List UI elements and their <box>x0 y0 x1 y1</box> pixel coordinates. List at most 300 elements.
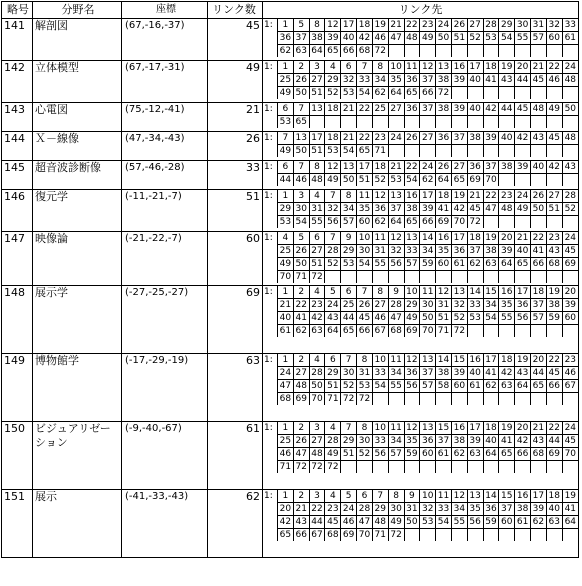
table-row <box>2 490 579 558</box>
link-cell: 54 <box>341 145 357 158</box>
link-cell: 48 <box>562 74 578 87</box>
link-cell: 29 <box>341 245 357 258</box>
link-cell: 52 <box>341 380 357 393</box>
link-cell <box>436 45 452 58</box>
link-cell: 72 <box>325 461 341 474</box>
table-row <box>2 190 579 232</box>
link-cell: 46 <box>293 174 309 187</box>
link-cell <box>562 174 578 187</box>
link-line <box>263 132 578 145</box>
link-cell <box>467 529 483 542</box>
link-cell: 69 <box>341 529 357 542</box>
link-cell: 13 <box>404 232 420 245</box>
link-cell <box>372 393 388 406</box>
link-cell: 40 <box>499 132 515 145</box>
link-cell <box>436 393 452 406</box>
link-cell: 33 <box>372 435 388 448</box>
link-cell: 25 <box>278 435 294 448</box>
link-cell: 40 <box>467 74 483 87</box>
link-cell: 12 <box>404 354 420 367</box>
link-cell: 59 <box>420 258 436 271</box>
link-table <box>1 1 579 558</box>
link-cell: 51 <box>309 258 325 271</box>
link-cell: 68 <box>325 529 341 542</box>
link-prefix <box>263 448 278 461</box>
link-cell: 31 <box>436 299 452 312</box>
link-cell: 27 <box>388 103 404 116</box>
link-cell: 23 <box>546 232 562 245</box>
link-prefix: 1: <box>264 491 273 501</box>
link-cell: 53 <box>325 145 341 158</box>
link-prefix <box>263 271 278 284</box>
link-cell: 13 <box>420 422 436 435</box>
row-name: 博物館学 <box>33 354 122 422</box>
link-grid <box>263 354 578 405</box>
link-cell: 36 <box>483 503 499 516</box>
link-cell: 6 <box>278 161 294 174</box>
link-cell: 19 <box>499 422 515 435</box>
row-links <box>263 103 579 132</box>
link-cell: 42 <box>546 161 562 174</box>
link-cell: 47 <box>388 32 404 45</box>
link-cell: 72 <box>309 461 325 474</box>
link-cell: 51 <box>546 203 562 216</box>
row-count: 62 <box>208 490 263 558</box>
link-cell <box>483 393 499 406</box>
link-cell <box>515 174 531 187</box>
link-cell: 44 <box>499 103 515 116</box>
link-prefix <box>263 174 278 187</box>
row-links <box>263 286 579 354</box>
link-cell: 16 <box>436 232 452 245</box>
link-cell: 66 <box>420 216 436 229</box>
link-cell: 35 <box>388 74 404 87</box>
link-cell: 53 <box>278 216 294 229</box>
link-cell: 48 <box>309 174 325 187</box>
link-cell: 47 <box>388 312 404 325</box>
link-cell: 7 <box>372 490 388 503</box>
link-cell: 18 <box>499 354 515 367</box>
row-coord: (47,-34,-43) <box>122 132 208 161</box>
link-cell: 41 <box>483 74 499 87</box>
row-name: 心電図 <box>33 103 122 132</box>
link-cell: 29 <box>499 19 515 32</box>
link-prefix: 1: <box>264 133 273 143</box>
link-cell: 12 <box>325 161 341 174</box>
link-cell: 45 <box>531 74 547 87</box>
link-prefix <box>263 203 278 216</box>
link-prefix <box>263 74 278 87</box>
row-name: 展示 <box>33 490 122 558</box>
link-cell: 23 <box>372 132 388 145</box>
row-links <box>263 19 579 61</box>
link-cell: 51 <box>309 87 325 100</box>
link-cell: 18 <box>436 190 452 203</box>
link-cell: 36 <box>278 32 294 45</box>
link-prefix <box>263 299 278 312</box>
link-cell: 23 <box>562 354 578 367</box>
link-cell: 8 <box>309 161 325 174</box>
link-line <box>263 258 578 271</box>
link-cell <box>562 216 578 229</box>
link-cell: 7 <box>357 286 373 299</box>
link-cell: 6 <box>278 103 294 116</box>
link-cell: 45 <box>562 245 578 258</box>
link-cell: 53 <box>483 32 499 45</box>
link-cell: 51 <box>357 174 373 187</box>
link-cell: 28 <box>562 190 578 203</box>
link-cell <box>420 45 436 58</box>
link-cell <box>515 529 531 542</box>
link-cell: 29 <box>278 203 294 216</box>
link-cell: 7 <box>293 161 309 174</box>
link-cell: 68 <box>546 258 562 271</box>
row-coord: (-41,-33,-43) <box>122 490 208 558</box>
link-cell: 49 <box>325 448 341 461</box>
row-count: 33 <box>208 161 263 190</box>
link-cell: 25 <box>278 74 294 87</box>
link-cell <box>499 45 515 58</box>
table-body <box>2 19 579 558</box>
link-cell: 43 <box>531 435 547 448</box>
link-prefix: 1: <box>264 191 273 201</box>
link-cell: 52 <box>325 258 341 271</box>
link-cell <box>483 529 499 542</box>
link-cell <box>436 271 452 284</box>
link-cell: 66 <box>515 448 531 461</box>
link-cell: 50 <box>562 103 578 116</box>
link-line <box>263 245 578 258</box>
link-prefix <box>263 145 278 158</box>
link-cell <box>515 325 531 338</box>
link-cell: 53 <box>341 87 357 100</box>
row-count: 49 <box>208 61 263 103</box>
link-line <box>263 503 578 516</box>
link-cell <box>499 461 515 474</box>
link-cell: 43 <box>562 161 578 174</box>
link-cell: 30 <box>293 203 309 216</box>
link-cell: 4 <box>309 286 325 299</box>
link-cell: 39 <box>531 503 547 516</box>
link-cell: 30 <box>357 245 373 258</box>
row-links <box>263 422 579 490</box>
link-cell <box>546 216 562 229</box>
link-cell <box>357 461 373 474</box>
link-cell: 30 <box>357 435 373 448</box>
link-cell: 37 <box>420 103 436 116</box>
link-cell: 15 <box>436 422 452 435</box>
link-cell: 18 <box>325 103 341 116</box>
link-cell: 45 <box>467 203 483 216</box>
link-cell: 24 <box>388 132 404 145</box>
link-cell <box>451 45 467 58</box>
link-cell: 49 <box>404 312 420 325</box>
link-cell <box>483 461 499 474</box>
link-cell: 33 <box>562 19 578 32</box>
link-cell <box>515 461 531 474</box>
link-cell: 24 <box>515 190 531 203</box>
link-cell: 18 <box>357 19 373 32</box>
link-cell: 67 <box>372 325 388 338</box>
link-cell: 27 <box>309 74 325 87</box>
link-cell <box>531 325 547 338</box>
link-cell: 45 <box>325 516 341 529</box>
row-name: 復元学 <box>33 190 122 232</box>
link-cell: 54 <box>372 380 388 393</box>
link-cell: 10 <box>357 232 373 245</box>
row-links <box>263 61 579 103</box>
link-cell <box>404 461 420 474</box>
link-prefix <box>263 258 278 271</box>
link-cell: 57 <box>341 216 357 229</box>
link-cell: 26 <box>293 435 309 448</box>
link-cell: 18 <box>325 132 341 145</box>
link-cell <box>309 116 325 129</box>
link-cell: 56 <box>372 448 388 461</box>
link-cell: 45 <box>546 367 562 380</box>
row-id: 145 <box>2 161 33 190</box>
link-cell <box>515 45 531 58</box>
link-cell <box>499 325 515 338</box>
link-cell: 54 <box>357 258 373 271</box>
link-cell: 54 <box>436 516 452 529</box>
link-cell: 13 <box>467 490 483 503</box>
link-cell: 64 <box>562 516 578 529</box>
link-cell: 57 <box>531 312 547 325</box>
link-cell: 12 <box>451 490 467 503</box>
link-cell: 47 <box>483 203 499 216</box>
link-cell: 60 <box>436 258 452 271</box>
link-cell <box>420 393 436 406</box>
link-cell: 53 <box>388 174 404 187</box>
link-cell: 7 <box>341 354 357 367</box>
link-cell: 14 <box>467 286 483 299</box>
link-cell <box>515 271 531 284</box>
link-cell: 51 <box>325 380 341 393</box>
link-cell: 51 <box>436 312 452 325</box>
link-cell: 35 <box>499 299 515 312</box>
link-cell: 62 <box>467 258 483 271</box>
link-prefix <box>263 116 278 129</box>
row-id: 150 <box>2 422 33 490</box>
link-cell: 59 <box>404 448 420 461</box>
link-grid <box>263 103 578 128</box>
link-cell: 27 <box>420 132 436 145</box>
link-cell: 21 <box>388 19 404 32</box>
link-cell: 16 <box>499 286 515 299</box>
row-coord: (67,-17,-31) <box>122 61 208 103</box>
link-cell: 24 <box>436 19 452 32</box>
link-cell: 72 <box>451 325 467 338</box>
row-links <box>263 354 579 422</box>
link-cell: 56 <box>388 258 404 271</box>
link-cell: 57 <box>531 32 547 45</box>
row-id: 142 <box>2 61 33 103</box>
link-cell: 65 <box>293 116 309 129</box>
link-cell: 38 <box>546 299 562 312</box>
link-cell: 54 <box>404 174 420 187</box>
link-cell <box>546 87 562 100</box>
link-cell <box>499 529 515 542</box>
link-cell: 63 <box>483 258 499 271</box>
link-cell: 19 <box>483 232 499 245</box>
link-cell: 9 <box>404 490 420 503</box>
link-cell: 12 <box>388 232 404 245</box>
link-line <box>263 435 578 448</box>
link-cell: 72 <box>372 45 388 58</box>
link-cell: 13 <box>451 286 467 299</box>
link-cell: 34 <box>483 299 499 312</box>
link-cell <box>451 529 467 542</box>
link-cell: 8 <box>309 19 325 32</box>
link-cell: 65 <box>325 45 341 58</box>
link-cell: 52 <box>325 87 341 100</box>
link-cell: 33 <box>404 245 420 258</box>
link-cell: 10 <box>404 286 420 299</box>
link-cell: 12 <box>436 286 452 299</box>
link-cell: 46 <box>546 74 562 87</box>
table-row <box>2 232 579 286</box>
link-cell: 53 <box>420 516 436 529</box>
link-cell: 49 <box>388 516 404 529</box>
link-cell: 55 <box>499 312 515 325</box>
link-cell: 17 <box>515 286 531 299</box>
link-cell: 54 <box>483 312 499 325</box>
link-cell: 22 <box>546 354 562 367</box>
link-cell: 50 <box>341 174 357 187</box>
link-cell <box>357 116 373 129</box>
link-cell: 35 <box>467 503 483 516</box>
link-cell: 14 <box>483 490 499 503</box>
link-cell: 37 <box>388 203 404 216</box>
link-cell: 24 <box>341 503 357 516</box>
link-cell: 27 <box>467 19 483 32</box>
link-cell: 7 <box>325 232 341 245</box>
link-cell: 11 <box>388 354 404 367</box>
link-cell: 27 <box>372 299 388 312</box>
table-row <box>2 61 579 103</box>
link-cell: 39 <box>451 367 467 380</box>
link-cell: 59 <box>483 516 499 529</box>
link-cell: 61 <box>278 325 294 338</box>
link-cell <box>546 174 562 187</box>
link-prefix <box>263 216 278 229</box>
link-cell: 65 <box>278 529 294 542</box>
link-cell: 28 <box>325 435 341 448</box>
link-line <box>263 103 578 116</box>
link-line <box>263 529 578 542</box>
link-cell: 36 <box>404 367 420 380</box>
link-prefix <box>263 461 278 474</box>
link-cell <box>515 87 531 100</box>
link-cell <box>562 45 578 58</box>
link-cell: 41 <box>499 435 515 448</box>
link-cell: 34 <box>388 435 404 448</box>
link-cell: 8 <box>372 286 388 299</box>
link-cell: 53 <box>341 258 357 271</box>
row-name: Ｘ－線像 <box>33 132 122 161</box>
table-row <box>2 19 579 61</box>
link-cell: 42 <box>515 435 531 448</box>
link-cell: 72 <box>341 393 357 406</box>
link-cell: 40 <box>531 161 547 174</box>
link-cell: 33 <box>357 74 373 87</box>
link-cell: 30 <box>515 19 531 32</box>
link-grid <box>263 490 578 541</box>
link-cell <box>451 461 467 474</box>
link-grid <box>263 61 578 99</box>
link-cell: 44 <box>341 312 357 325</box>
link-cell: 20 <box>499 232 515 245</box>
link-cell: 65 <box>404 87 420 100</box>
link-cell: 66 <box>546 380 562 393</box>
link-cell: 31 <box>372 245 388 258</box>
link-cell: 62 <box>483 380 499 393</box>
link-cell <box>515 145 531 158</box>
link-cell: 16 <box>467 354 483 367</box>
link-cell: 28 <box>325 245 341 258</box>
link-cell: 29 <box>372 503 388 516</box>
link-cell: 30 <box>420 299 436 312</box>
link-cell: 1 <box>278 354 294 367</box>
row-count: 60 <box>208 232 263 286</box>
link-cell: 64 <box>436 174 452 187</box>
link-line <box>263 45 578 58</box>
link-cell <box>562 116 578 129</box>
link-cell: 52 <box>372 174 388 187</box>
link-cell <box>341 116 357 129</box>
link-prefix: 1: <box>264 20 273 30</box>
link-cell <box>372 271 388 284</box>
link-cell: 37 <box>467 245 483 258</box>
link-cell: 49 <box>278 87 294 100</box>
link-cell: 26 <box>293 245 309 258</box>
link-cell <box>436 116 452 129</box>
link-cell: 50 <box>293 258 309 271</box>
link-line <box>263 354 578 367</box>
link-cell: 50 <box>293 87 309 100</box>
link-cell <box>499 174 515 187</box>
link-cell: 61 <box>467 380 483 393</box>
link-cell <box>451 271 467 284</box>
link-cell: 65 <box>515 258 531 271</box>
link-cell: 69 <box>404 325 420 338</box>
link-cell: 7 <box>357 61 373 74</box>
link-cell: 18 <box>483 61 499 74</box>
link-cell: 69 <box>436 216 452 229</box>
link-cell: 4 <box>325 490 341 503</box>
link-cell: 28 <box>309 367 325 380</box>
link-cell <box>546 393 562 406</box>
link-prefix: 1: <box>264 162 273 172</box>
link-cell <box>531 87 547 100</box>
link-line <box>263 203 578 216</box>
link-cell: 36 <box>372 203 388 216</box>
link-cell: 30 <box>388 503 404 516</box>
row-coord: (-21,-22,-7) <box>122 232 208 286</box>
link-cell: 35 <box>436 245 452 258</box>
link-cell: 1 <box>278 490 294 503</box>
link-prefix <box>263 435 278 448</box>
link-cell: 13 <box>293 132 309 145</box>
link-cell: 36 <box>436 132 452 145</box>
link-cell <box>499 271 515 284</box>
link-cell: 43 <box>293 516 309 529</box>
link-cell: 64 <box>499 258 515 271</box>
row-links <box>263 161 579 190</box>
link-cell: 19 <box>562 490 578 503</box>
link-cell: 48 <box>309 448 325 461</box>
